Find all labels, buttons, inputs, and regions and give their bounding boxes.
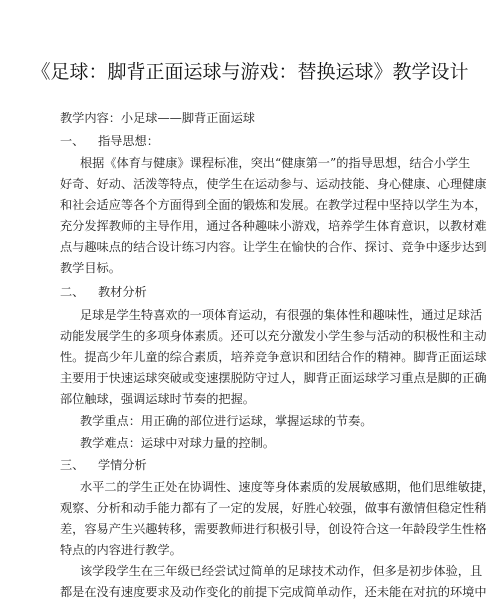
paragraph-line: 差，容易产生兴趣转移，需要教师进行积极引导，创设符合这一年龄段学生性格 [60, 522, 487, 536]
section-title: 教材分析 [98, 285, 147, 299]
paragraph-line: 性。提高少年儿童的综合素质，培养竞争意识和团结合作的精神。脚背正面运球 [60, 350, 487, 364]
section-title: 指导思想： [98, 134, 159, 148]
teaching-key-point: 教学重点：用正确的部位进行运球，掌握运球的节奏。 [80, 414, 373, 428]
paragraph-line: 观察、分析和动手能力都有了一定的发展，好胜心较强，做事有激情但稳定性稍 [60, 501, 487, 515]
paragraph-line: 该学段学生在三年级已经尝试过简单的足球技术动作，但多是初步体验，且 [80, 564, 483, 578]
paragraph-line: 都是在没有速度要求及动作变化的前提下完成简单动作，还未能在对抗的环境中 [60, 585, 487, 599]
paragraph-line: 根据《体育与健康》课程标准，突出“健康第一”的指导思想，结合小学生 [80, 156, 471, 170]
paragraph-line: 动能发展学生的多项身体素质。还可以充分激发小学生参与活动的积极性和主动 [60, 329, 487, 343]
section-title: 学情分析 [98, 458, 147, 472]
paragraph-line: 水平二的学生正处在协调性、速度等身体素质的发展敏感期，他们思维敏捷， [80, 480, 495, 494]
paragraph-line: 部位触球，强调运球时节奏的把握。 [60, 392, 255, 406]
paragraph-line: 充分发挥教师的主导作用，通过各种趣味小游戏，培养学生体育意识，以教材难 [60, 219, 487, 233]
section-heading-material-analysis [60, 284, 147, 300]
paragraph-line: 教学目标。 [60, 261, 121, 275]
paragraph-line: 主要用于快速运球突破或变速摆脱防守过人，脚背正面运球学习重点是脚的正确 [60, 371, 487, 385]
paragraph-line: 足球是学生特喜欢的一项体育运动，有很强的集体性和趣味性，通过足球活 [80, 308, 483, 322]
section-heading-student-analysis [60, 457, 147, 473]
teaching-content-line: 教学内容：小足球——脚背正面运球 [60, 111, 255, 125]
section-number: 一、 [60, 134, 85, 148]
section-heading-guiding-ideas [60, 133, 159, 149]
document-title: 《足球：脚背正面运球与游戏：替换运球》教学设计 [31, 61, 469, 83]
paragraph-line: 好奇、好动、活泼等特点，使学生在运动参与、运动技能、身心健康、心理健康 [60, 177, 487, 191]
teaching-difficulty: 教学难点：运球中对球力量的控制。 [80, 436, 275, 450]
paragraph-line: 和社会适应等各个方面得到全面的锻炼和发展。在教学过程中坚持以学生为本， [60, 198, 487, 212]
paragraph-line: 点与趣味点的结合设计练习内容。让学生在愉快的合作、探讨、竞争中逐步达到 [60, 240, 487, 254]
paragraph-line: 特点的内容进行教学。 [60, 543, 182, 557]
section-number: 二、 [60, 285, 85, 299]
section-number: 三、 [60, 458, 85, 472]
